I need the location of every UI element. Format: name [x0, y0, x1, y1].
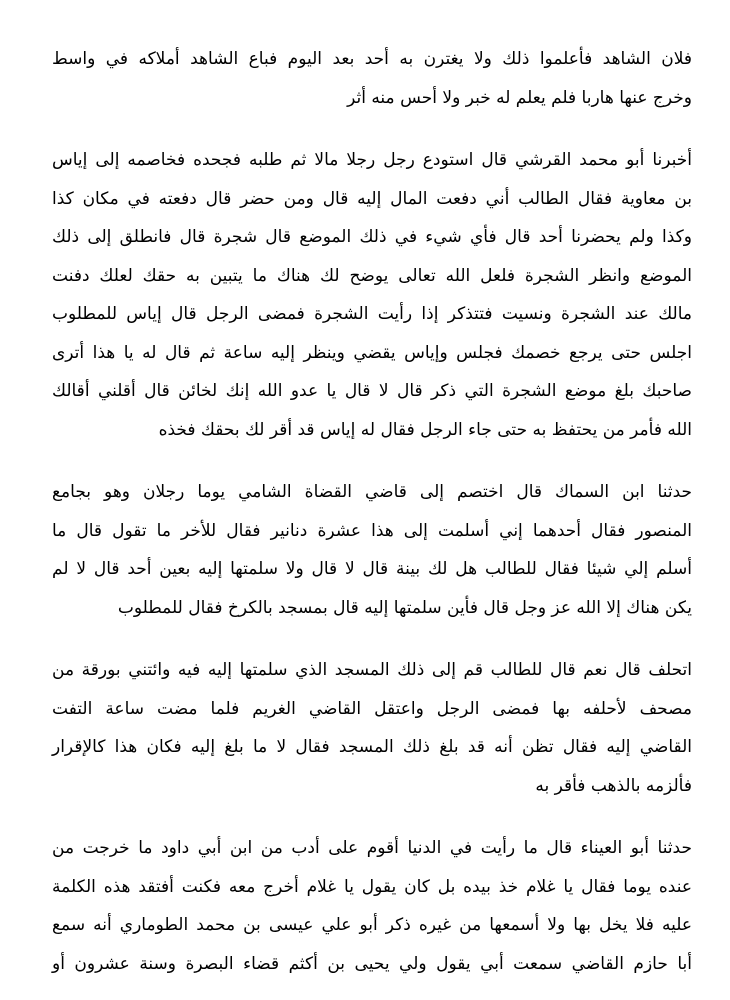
text-line: القاضي إليه فقال تظن أنه قد بلغ ذلك المسجد فقال لا ما بلغ إليه فكان هذا كالإقرار — [52, 737, 692, 757]
text-line: المنصور فقال أحدهما إني أسلمت إلى هذا عشرة دنانير فقال للأخر ما تقول قال ما — [52, 520, 692, 541]
text-line: اتحلف قال نعم قال للطالب قم إلى ذلك المسجد الذي سلمتها إليه فيه وائتني بورقة من — [52, 660, 692, 680]
text-line: حدثنا أبو العيناء قال ما رأيت في الدنيا أقوم على أدب من ابن أبي داود ما خرجت من — [52, 838, 692, 858]
text-line: الله فأمر من يحتفظ به حتى جاء الرجل فقال له إياس قد أقر لك بحقك فخذه — [158, 419, 692, 440]
text-line: الموضع وانظر الشجرة فلعل الله تعالى يوضح لك هناك ما يتبين به حقك لعلك دفنت — [52, 265, 692, 286]
text-line: حدثنا ابن السماك قال اختصم إلى قاضي القضاة الشامي يوما رجلان وهو بجامع — [52, 482, 692, 502]
text-line: فألزمه بالذهب فأقر به — [535, 775, 692, 796]
text-line: بن معاوية فقال الطالب أني دفعت المال إليه قال ومن حضر قال دفعته في مكان كذا — [52, 188, 692, 209]
text-line: وخرج عنها هاربا فلم يعلم له خبر ولا أحس منه أثر — [347, 87, 692, 108]
text-line: أخبرنا أبو محمد القرشي قال استودع رجل رجلا مالا ثم طلبه فجحده فخاصمه إلى إياس — [52, 150, 692, 170]
paragraph-1 — [52, 40, 692, 117]
text-line: مالك عند الشجرة ونسيت فتتذكر إذا رأيت الشجرة فمضى الرجل قال إياس للمطلوب — [52, 304, 692, 324]
text-line: اجلس حتى يرجع خصمك فجلس وإياس يقضي وينظر إليه ساعة ثم قال له يا هذا أترى — [52, 342, 692, 363]
text-line: يكن هناك إلا الله عز وجل قال فأين سلمتها إليه قال بمسجد بالكرخ فقال للمطلوب — [117, 597, 692, 618]
text-line: عليه فلا يخل بها ولا أسمعها من غيره ذكر أبو علي عيسى بن محمد الطوماري أنه سمع — [52, 915, 692, 935]
text-line: فلان الشاهد فأعلموا ذلك ولا يغترن به أحد بعد اليوم فباع الشاهد أملاكه في واسط — [52, 49, 692, 69]
paragraph-3 — [52, 473, 692, 627]
text-line: عنده يوما فقال يا غلام خذ بيده بل كان يقول يا غلام أخرج معه فكنت أفتقد هذه الكلمة — [52, 876, 692, 897]
paragraph-2 — [52, 141, 692, 449]
text-line: مصحف لأحلفه بها فمضى الرجل واعتقل القاضي الغريم فلما مضت ساعة التفت — [52, 698, 692, 719]
paragraph-4 — [52, 651, 692, 805]
paragraph-5 — [52, 829, 692, 983]
text-line: صاحبك بلغ موضع الشجرة التي ذكر قال لا قال يا عدو الله إنك لخائن قال أقلني أقالك — [52, 381, 692, 401]
text-line: وكذا ولم يحضرنا أحد قال فأي شيء في ذلك الموضع قال شجرة قال فانطلق إلى ذلك — [52, 227, 692, 247]
text-line: أسلم إلي شيئا فقال للطالب هل لك بينة قال لا قال ولا سلمتها إليه بعين أحد قال لا لم — [52, 559, 692, 579]
text-line: أبا حازم القاضي سمعت أبي يقول ولي يحيى بن أكثم قضاء البصرة وسنة عشرون أو — [52, 953, 692, 974]
